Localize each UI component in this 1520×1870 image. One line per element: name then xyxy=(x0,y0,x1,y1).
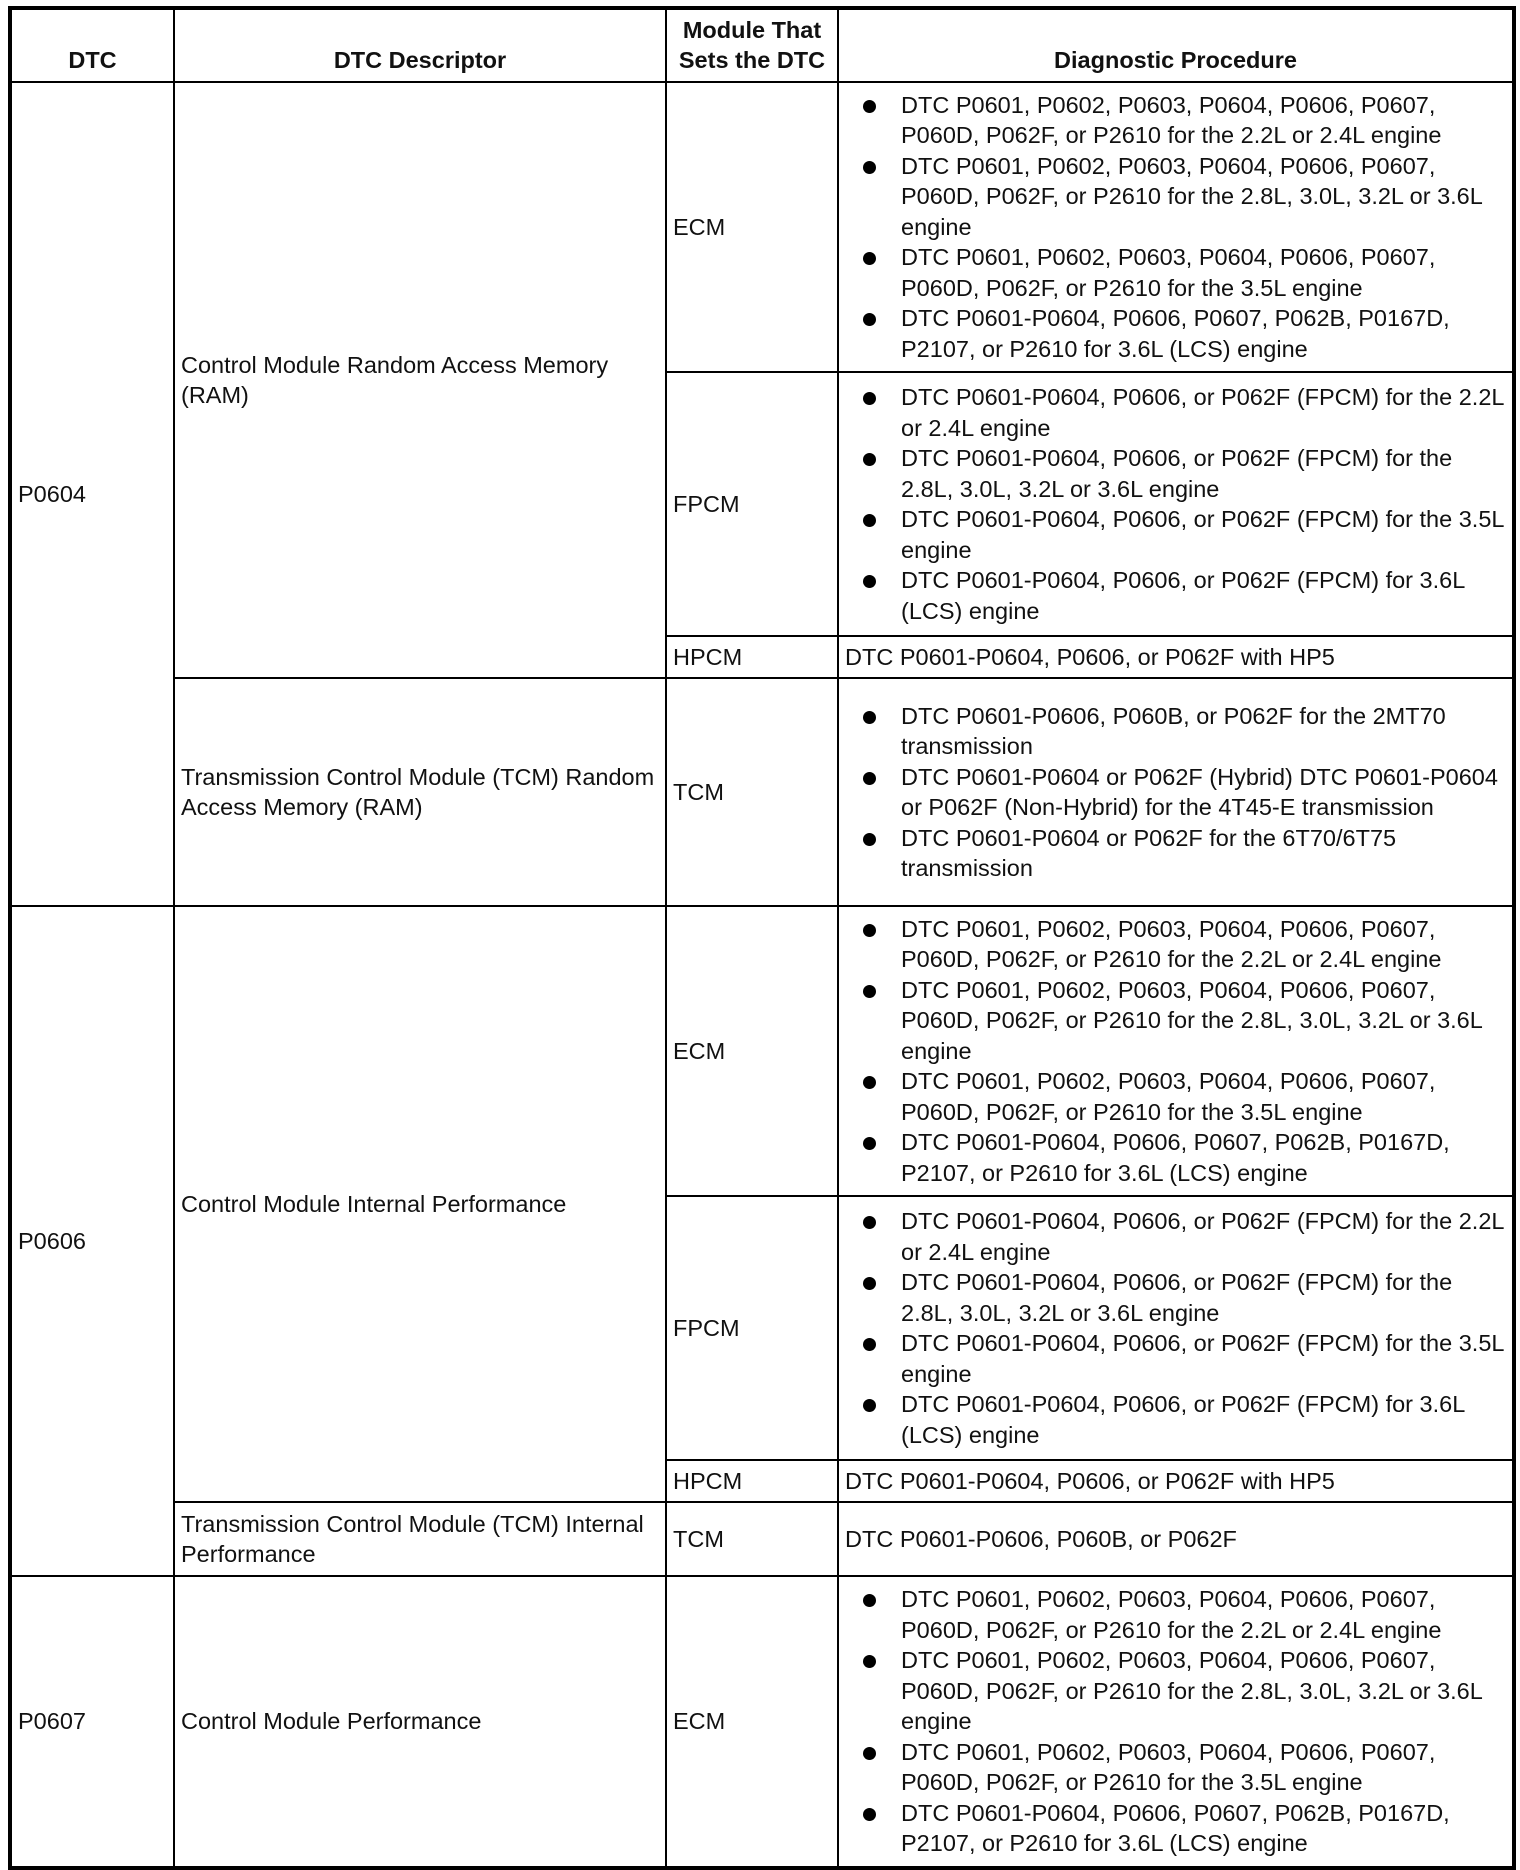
header-module-line1: Module That xyxy=(682,17,822,43)
procedure-item: DTC P0601-P0604, P0606, or P062F (FPCM) for 3.6L (LCS) engine xyxy=(845,1389,1506,1450)
module-cell: TCM xyxy=(666,678,838,906)
procedure-item: DTC P0601, P0602, P0603, P0604, P0606, P0607, P060D, P062F, or P2610 for the 2.8L, 3.0L, 3.2L or 3.6L engine xyxy=(845,1645,1506,1737)
table-row xyxy=(10,906,1514,1196)
dtc-descriptor: Control Module Performance xyxy=(174,1576,666,1868)
procedure-item: DTC P0601, P0602, P0603, P0604, P0606, P0607, P060D, P062F, or P2610 for the 2.2L or 2.4L engine xyxy=(845,914,1506,975)
procedure-item: DTC P0601, P0602, P0603, P0604, P0606, P0607, P060D, P062F, or P2610 for the 3.5L engine xyxy=(845,1066,1506,1127)
module-cell: HPCM xyxy=(666,1460,838,1502)
module-cell: ECM xyxy=(666,1576,838,1868)
dtc-descriptor: Transmission Control Module (TCM) Random Access Memory (RAM) xyxy=(174,678,666,906)
header-descriptor: DTC Descriptor xyxy=(174,8,666,82)
procedure-item: DTC P0601-P0604, P0606, or P062F (FPCM) for the 2.8L, 3.0L, 3.2L or 3.6L engine xyxy=(845,443,1506,504)
header-module xyxy=(666,8,838,82)
procedure-item: DTC P0601-P0604, P0606, or P062F (FPCM) for the 2.8L, 3.0L, 3.2L or 3.6L engine xyxy=(845,1267,1506,1328)
dtc-code: P0606 xyxy=(10,906,174,1576)
procedure-item: DTC P0601-P0604, P0606, P0607, P062B, P0167D, P2107, or P2610 for 3.6L (LCS) engine xyxy=(845,1127,1506,1188)
module-cell: ECM xyxy=(666,906,838,1196)
table-row xyxy=(10,678,1514,906)
procedure-cell xyxy=(838,82,1514,372)
header-dtc: DTC xyxy=(10,8,174,82)
module-cell: FPCM xyxy=(666,1196,838,1460)
procedure-item: DTC P0601, P0602, P0603, P0604, P0606, P0607, P060D, P062F, or P2610 for the 3.5L engine xyxy=(845,1737,1506,1798)
table-row xyxy=(10,82,1514,372)
procedure-list xyxy=(845,914,1506,1189)
header-procedure: Diagnostic Procedure xyxy=(838,8,1514,82)
dtc-descriptor-text: Control Module Random Access Memory (RAM) xyxy=(181,351,609,408)
procedure-cell: DTC P0601-P0604, P0606, or P062F with HP5 xyxy=(838,636,1514,678)
procedure-cell: DTC P0601-P0606, P060B, or P062F xyxy=(838,1502,1514,1576)
procedure-list xyxy=(845,1206,1506,1450)
module-cell: FPCM xyxy=(666,372,838,636)
procedure-item: DTC P0601, P0602, P0603, P0604, P0606, P0607, P060D, P062F, or P2610 for the 2.8L, 3.0L, 3.2L or 3.6L engine xyxy=(845,975,1506,1067)
procedure-item: DTC P0601-P0604, P0606, or P062F (FPCM) for the 2.2L or 2.4L engine xyxy=(845,382,1506,443)
procedure-cell xyxy=(838,678,1514,906)
procedure-item: DTC P0601, P0602, P0603, P0604, P0606, P0607, P060D, P062F, or P2610 for the 2.8L, 3.0L, 3.2L or 3.6L engine xyxy=(845,151,1506,243)
procedure-item: DTC P0601-P0604, P0606, or P062F (FPCM) for the 2.2L or 2.4L engine xyxy=(845,1206,1506,1267)
procedure-cell xyxy=(838,372,1514,636)
header-module-line2: Sets the DTC xyxy=(678,47,826,73)
procedure-item: DTC P0601-P0604, P0606, P0607, P062B, P0167D, P2107, or P2610 for 3.6L (LCS) engine xyxy=(845,303,1506,364)
procedure-item: DTC P0601-P0604, P0606, or P062F (FPCM) for 3.6L (LCS) engine xyxy=(845,565,1506,626)
procedure-item: DTC P0601, P0602, P0603, P0604, P0606, P0607, P060D, P062F, or P2610 for the 3.5L engine xyxy=(845,242,1506,303)
procedure-list xyxy=(845,90,1506,365)
procedure-item: DTC P0601, P0602, P0603, P0604, P0606, P0607, P060D, P062F, or P2610 for the 2.2L or 2.4L engine xyxy=(845,1584,1506,1645)
procedure-list xyxy=(845,701,1506,884)
dtc-descriptor: Control Module Internal Performance xyxy=(174,906,666,1502)
dtc-table xyxy=(8,6,1516,1870)
table-row xyxy=(10,1502,1514,1576)
procedure-item: DTC P0601-P0604 or P062F for the 6T70/6T75 transmission xyxy=(845,823,1506,884)
dtc-descriptor: Transmission Control Module (TCM) Internal Performance xyxy=(174,1502,666,1576)
procedure-item: DTC P0601-P0604, P0606, or P062F (FPCM) for the 3.5L engine xyxy=(845,1328,1506,1389)
procedure-item: DTC P0601-P0604, P0606, P0607, P062B, P0167D, P2107, or P2610 for 3.6L (LCS) engine xyxy=(845,1798,1506,1859)
procedure-item: DTC P0601-P0604 or P062F (Hybrid) DTC P0601-P0604 or P062F (Non-Hybrid) for the 4T45-E transmission xyxy=(845,762,1506,823)
procedure-item: DTC P0601, P0602, P0603, P0604, P0606, P0607, P060D, P062F, or P2610 for the 2.2L or 2.4L engine xyxy=(845,90,1506,151)
procedure-cell: DTC P0601-P0604, P0606, or P062F with HP5 xyxy=(838,1460,1514,1502)
procedure-cell xyxy=(838,1576,1514,1868)
procedure-item: DTC P0601-P0604, P0606, or P062F (FPCM) for the 3.5L engine xyxy=(845,504,1506,565)
dtc-code: P0607 xyxy=(10,1576,174,1868)
module-cell: TCM xyxy=(666,1502,838,1576)
procedure-item: DTC P0601-P0606, P060B, or P062F for the 2MT70 transmission xyxy=(845,701,1506,762)
module-cell: ECM xyxy=(666,82,838,372)
module-cell: HPCM xyxy=(666,636,838,678)
dtc-descriptor xyxy=(174,82,666,678)
dtc-code: P0604 xyxy=(10,82,174,906)
procedure-cell xyxy=(838,906,1514,1196)
table-row xyxy=(10,1576,1514,1868)
header-row xyxy=(10,8,1514,82)
procedure-list xyxy=(845,1584,1506,1859)
procedure-list xyxy=(845,382,1506,626)
procedure-cell xyxy=(838,1196,1514,1460)
